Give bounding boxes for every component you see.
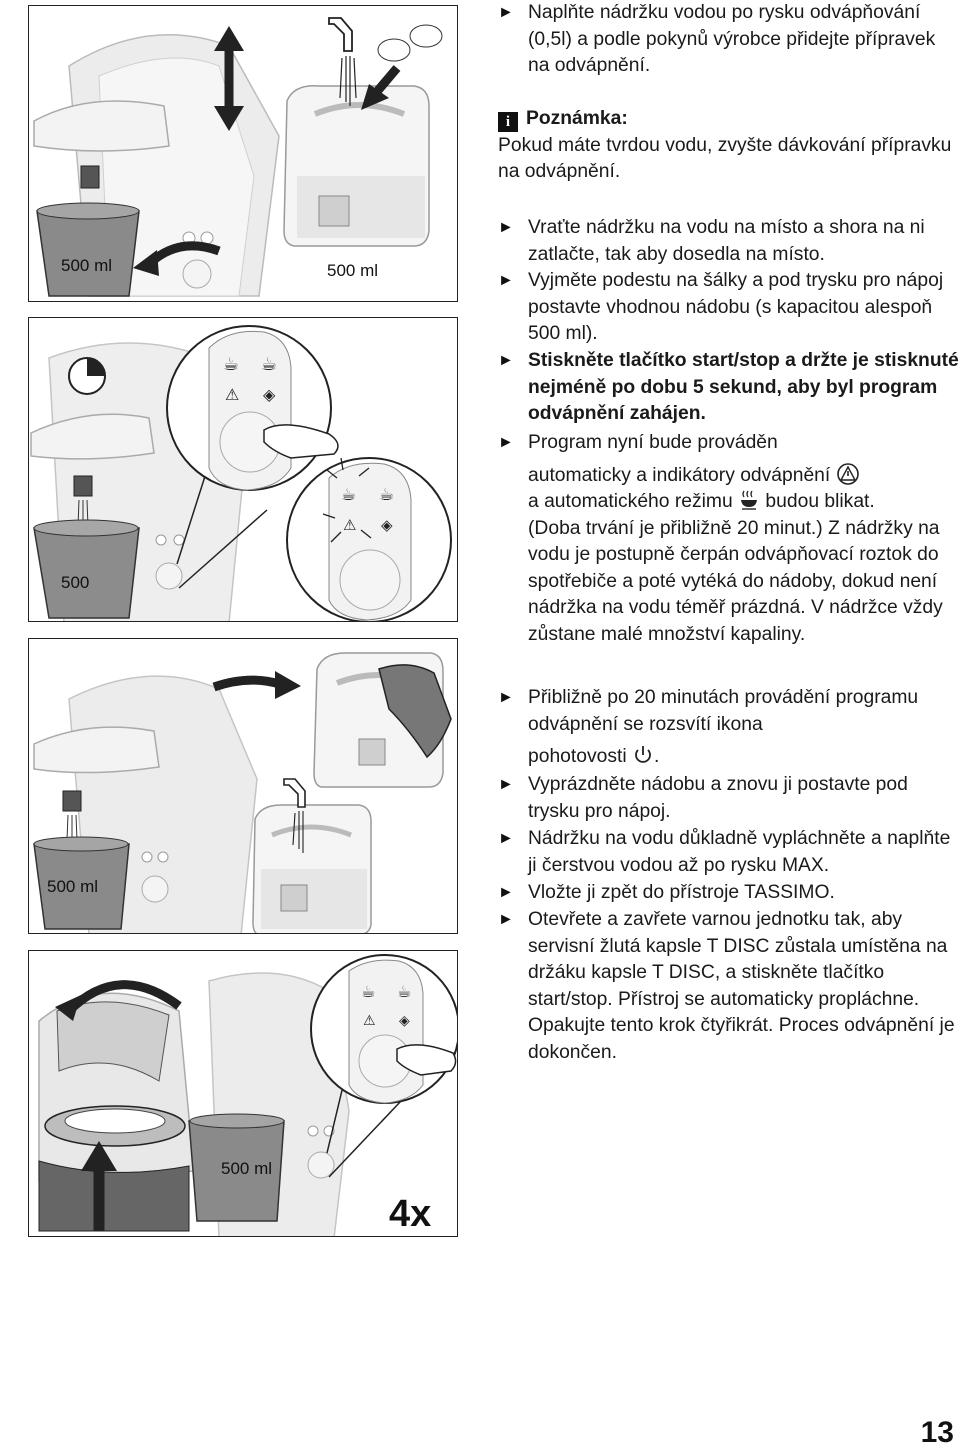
volume-label-rinse: 500 ml [47, 877, 99, 896]
figure-open-close [28, 950, 458, 1237]
volume-label-tank: 500 ml [327, 261, 379, 280]
svg-text:☕: ☕ [397, 982, 412, 1001]
svg-text:☕: ☕ [341, 485, 357, 505]
page-number: 13 [920, 1416, 954, 1449]
arrow-bullet-icon: ► [498, 776, 514, 793]
arrow-bullet-icon: ► [498, 4, 514, 21]
arrow-bullet-icon: ► [498, 830, 514, 847]
note-text: Pokud máte tvrdou vodu, zvyšte dávkování přípravku na odvápnění. [498, 134, 952, 182]
step-press-button: ► Stiskněte tlačítko start/stop a držte je stisknuté nejméně po dobu 5 sekund, aby byl program odvápnění zahájen. [498, 350, 959, 424]
svg-text:◈: ◈ [381, 516, 393, 534]
repeat-four-times: 4x [389, 1193, 432, 1235]
svg-text:⚠: ⚠ [343, 516, 357, 534]
step-remove-stand: ► Vyjměte podestu na šálky a pod trysku pro nápoj postavte vhodnou nádobu (s kapacitou alespoň 500 ml). [498, 270, 944, 344]
step-open-close: ► Otevřete a zavřete varnou jednotku tak, aby servisní žlutá kapsle T DISC zůstala umístěna na držáku kapsle T DISC, a stiskněte tlačítko start/stop. Přístroj se automaticky propláchne. Opakujte tento krok čtyřikrát. Proces odvápnění je dokončen. [498, 909, 955, 1063]
step-program-running: ► Program nyní bude prováděn automaticky a indikátory odvápnění a automatického režimu budou blikat. (Doba trvání je přibližně 20 minut.) Z nádržky na vodu je postupně čerpán odvápňovací roztok do spotřebiče a poté vytéká do nádoby, dokud není nádržka na vodu téměř prázdná. V nádržce vždy zůstane malé množství kapaliny. [498, 432, 943, 645]
note-block [498, 106, 960, 186]
timer-icon [69, 358, 105, 394]
step-return-tank: ► Vraťte nádržku na vodu na místo a shora na ni zatlačte, tak aby dosedla na místo. [498, 217, 925, 265]
svg-text:⚠: ⚠ [225, 385, 240, 404]
volume-label-cup: 500 ml [61, 256, 113, 275]
svg-text:☕: ☕ [361, 982, 376, 1001]
volume-label-final: 500 ml [221, 1159, 273, 1178]
step-fill-tank: ► Naplňte nádržku vodou po rysku odvápňování (0,5l) a podle pokynů výrobce přidejte přípravek na odvápnění. [498, 2, 936, 76]
figure-fill-tank [28, 5, 458, 302]
power-icon [632, 744, 654, 766]
arrow-bullet-icon: ► [498, 911, 514, 928]
step-empty-container: ► Vyprázdněte nádobu a znovu ji postavte pod trysku pro nápoj. [498, 774, 908, 822]
info-icon: i [498, 112, 518, 132]
svg-text:☕: ☕ [223, 354, 240, 375]
arrow-bullet-icon: ► [498, 352, 514, 369]
descale-warning-icon [836, 463, 860, 485]
press-button-illustration [29, 318, 458, 622]
svg-text:◈: ◈ [399, 1013, 410, 1029]
svg-text:☕: ☕ [379, 485, 395, 505]
auto-mode-icon [738, 489, 760, 511]
arrow-bullet-icon: ► [498, 219, 514, 236]
volume-label-short: 500 [61, 573, 90, 592]
step-insert-back: ► Vložte ji zpět do přístroje TASSIMO. [498, 880, 960, 907]
arrow-bullet-icon: ► [498, 884, 514, 901]
step-after-20-min: ► Přibližně po 20 minutách provádění programu odvápnění se rozsvítí ikona pohotovosti . [498, 687, 919, 767]
step-rinse-tank: ► Nádržku na vodu důkladně vypláchněte a naplňte ji čerstvou vodou až po rysku MAX. [498, 828, 951, 876]
svg-text:⚠: ⚠ [363, 1013, 376, 1029]
svg-text:☕: ☕ [261, 354, 278, 375]
note-title: i Poznámka: [498, 106, 960, 133]
arrow-bullet-icon: ► [498, 272, 514, 289]
arrow-bullet-icon: ► [498, 689, 514, 706]
figure-press-start [28, 317, 458, 622]
figure-rinse-tank [28, 638, 458, 934]
arrow-bullet-icon: ► [498, 434, 514, 451]
svg-text:◈: ◈ [263, 385, 276, 404]
